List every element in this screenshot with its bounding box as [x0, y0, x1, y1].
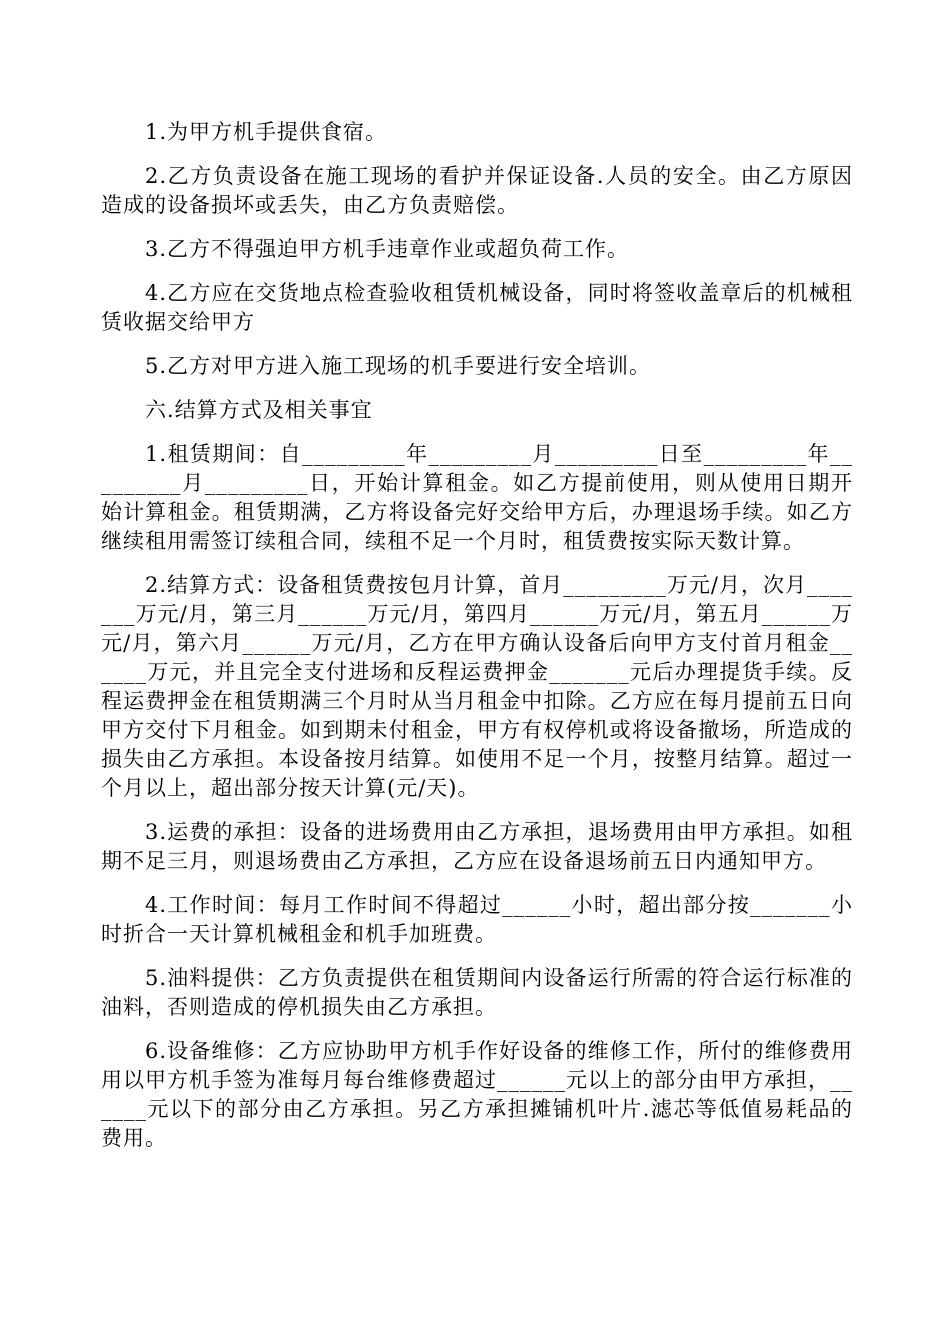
paragraph-2: 2.乙方负责设备在施工现场的看护并保证设备.人员的安全。由乙方原因造成的设备损坏或丢失，由乙方负责赔偿。 [101, 164, 853, 217]
paragraph-3: 3.乙方不得强迫甲方机手违章作业或超负荷工作。 [145, 237, 630, 261]
section-heading: 六.结算方式及相关事宜 [145, 398, 373, 422]
paragraph-1: 1.为甲方机手提供食宿。 [145, 120, 388, 144]
paragraph-maintenance: 6.设备维修：乙方应协助甲方机手作好设备的维修工作，所付的维修费用用以甲方机手签为准每月每台维修费超过______元以上的部分由甲方承担，______元以下的部分由乙方承担。另乙方承担摊铺机叶片.滤芯等低值易耗品的费用。 [101, 1039, 853, 1150]
paragraph-fuel: 5.油料提供：乙方负责提供在租赁期间内设备运行所需的符合运行标准的油料，否则造成的停机损失由乙方承担。 [101, 966, 853, 1019]
paragraph-4: 4.乙方应在交货地点检查验收租赁机械设备，同时将签收盖章后的机械租赁收据交给甲方 [101, 281, 853, 334]
paragraph-working-hours: 4.工作时间：每月工作时间不得超过______小时，超出部分按_______小时折合一天计算机械租金和机手加班费。 [101, 893, 853, 946]
document-page [101, 118, 853, 1153]
paragraph-5: 5.乙方对甲方进入施工现场的机手要进行安全培训。 [145, 354, 652, 378]
paragraph-settlement: 2.结算方式：设备租赁费按包月计算，首月_________万元/月，次月_______万元/月，第三月______万元/月，第四月______万元/月，第五月______万元/月，第六月______万元/月，乙方在甲方确认设备后向甲方支付首月租金______万元，并且完全支付进场和反程运费押金_______元后办理提货手续。反程运费押金在租赁期满三个月时从当月租金中扣除。乙方应在每月提前五日向甲方交付下月租金。如到期未付租金，甲方有权停机或将设备撤场，所造成的损失由乙方承担。本设备按月结算。如使用不足一个月，按整月结算。超过一个月以上，超出部分按天计算(元/天)。 [101, 573, 853, 800]
paragraph-lease-period: 1.租赁期间：自_________年_________月_________日至_________年_________月_________日，开始计算租金。如乙方提前使用，则从使用日期开始计算租金。租赁期满，乙方将设备完好交给甲方后，办理退场手续。如乙方继续租用需签订续租合同，续租不足一个月时，租赁费按实际天数计算。 [101, 442, 853, 553]
paragraph-freight: 3.运费的承担：设备的进场费用由乙方承担，退场费用由甲方承担。如租期不足三月，则退场费由乙方承担，乙方应在设备退场前五日内通知甲方。 [101, 820, 853, 873]
